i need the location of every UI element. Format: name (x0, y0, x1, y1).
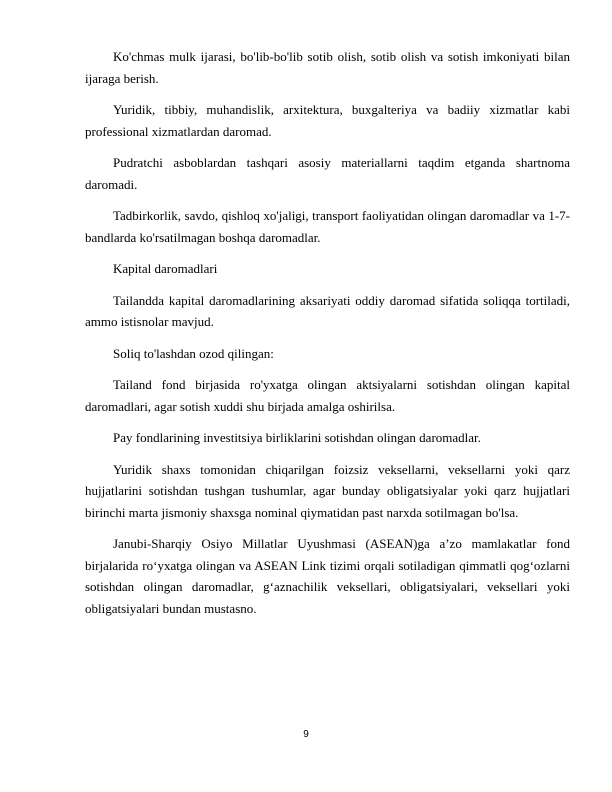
paragraph-professional-services: Yuridik, tibbiy, muhandislik, arxitektura, buxgalteriya va badiiy xizmatlar kabi professional xizmatlardan daromad. (85, 102, 570, 139)
section-heading-capital-gains: Kapital daromadlari (113, 261, 218, 276)
paragraph-asean-exemption: Janubi-Sharqiy Osiyo Millatlar Uyushmasi (ASEAN)ga a’zo mamlakatlar fond birjalarida ro‘yxatga olingan va ASEAN Link tizimi orqali sotiladigan qimmatli qog‘ozlarni sotishdan olingan daromadlar, g‘aznachilik veksellari, obligatsiyalari, veksellari yoki obligatsiyalari bundan mustasno. (85, 536, 570, 616)
paragraph-stock-exchange-exemption: Tailand fond birjasida ro'yxatga olingan aktsiyalarni sotishdan olingan kapital daromadlari, agar sotish xuddi shu birjada amalga oshirilsa. (85, 377, 570, 414)
page-number: 9 (303, 729, 309, 740)
paragraph-mutual-fund-exemption: Pay fondlarining investitsiya birliklarini sotishdan olingan daromadlar. (113, 430, 481, 445)
document-body (85, 46, 570, 629)
paragraph-real-estate-lease: Ko'chmas mulk ijarasi, bo'lib-bo'lib sotib olish, sotib olish va sotish imkoniyati bilan ijaraga berish. (85, 49, 570, 86)
paragraph-capital-gains-taxation: Tailandda kapital daromadlarining aksariyati oddiy daromad sifatida soliqqa tortiladi, ammo istisnolar mavjud. (85, 292, 570, 329)
paragraph-contract-income: Pudratchi asboblardan tashqari asosiy materiallarni taqdim etganda shartnoma daromadi. (85, 155, 570, 192)
paragraph-exemptions-intro: Soliq to'lashdan ozod qilingan: (113, 345, 274, 361)
paragraph-bills-exemption: Yuridik shaxs tomonidan chiqarilgan foizsiz veksellarni, veksellarni yoki qarz hujjatlarini sotishdan tushgan tushumlar, agar bunday obligatsiyalar yoki qarz hujjatlari birinchi marta jismoniy shaxsga nominal qiymatidan past narxda sotilmagan bo'lsa. (85, 461, 570, 520)
paragraph-business-income: Tadbirkorlik, savdo, qishloq xo'jaligi, transport faoliyatidan olingan daromadlar va 1-7-bandlarda ko'rsatilmagan boshqa daromadlar. (85, 208, 570, 245)
